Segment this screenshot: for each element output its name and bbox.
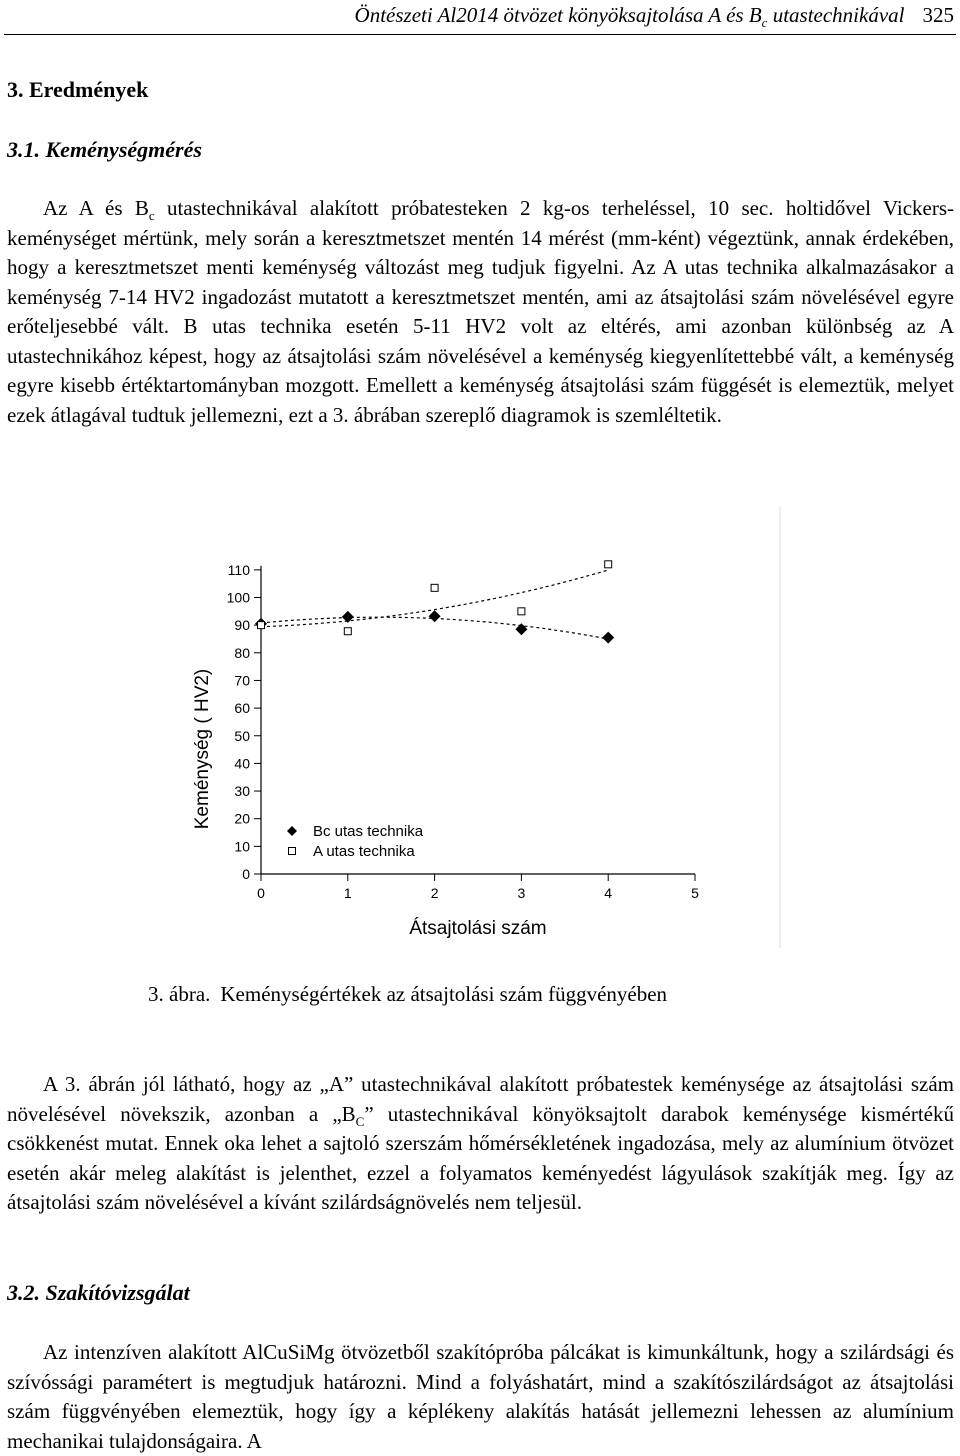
paragraph-hardness-body: utastechnikával alakított próbatesteken 2 kg-os terheléssel, 10 sec. holtidővel Vickers-keménységet mértünk, mely során a keresztmetszet mentén 14 mérést (mm-ként) végeztünk, annak érdekében, hogy a keresztmetszet menti keménység változást meg tudjuk figyelni. Az A utas technika alkalmazásakor a keménység 7-14 HV2 ingadozást mutatott a keresztmetszet mentén, ami az átsajtolási szám növelésével egyre erőteljesebbé vált. B utas technika esetén 5-11 HV2 volt az eltérés, ami azonban különbség az A utastechnikához képest, hogy az átsajtolási szám növelésével a keménység kiegyenlítettebbé vált, a keménység egyre kisebb értéktartományban mozgott. Emellett a keménység átsajtolási szám függését is elemeztük, melyet ezek átlagával tudtuk jellemezni, ezt a 3. ábrában szereplő diagramok is szemléltetik. [7, 196, 954, 427]
paragraph-hardness [7, 194, 954, 430]
bc-data-point [429, 610, 441, 622]
legend-marker-a [289, 848, 296, 855]
running-title-subscript: c [761, 15, 768, 31]
y-tick-label: 110 [227, 561, 250, 578]
a-data-point [431, 584, 438, 591]
running-title [354, 3, 954, 31]
paragraph-analysis-start: A 3. ábrán jól látható, hogy az „A” utastechnikával alakított próbatestek keménysége az átsajtolási szám növelésével növekszik, azonban a „B [7, 1072, 954, 1126]
x-tick-label: 2 [430, 885, 439, 901]
bc-data-point [602, 632, 614, 644]
figure-caption-text: Keménységértékek az átsajtolási szám függvényében [220, 982, 668, 1006]
y-axis-label: Keménység ( HV2) [192, 668, 213, 830]
x-axis-label: Átsajtolási szám [409, 918, 547, 939]
x-tick-label: 5 [691, 885, 699, 901]
y-tick-label: 30 [234, 783, 250, 800]
section-heading: 3. Eredmények [7, 77, 149, 102]
y-tick-label: 60 [234, 700, 250, 717]
paragraph-analysis-body: ” utastechnikával könyöksajtolt darabok keménysége kismértékű csökkenést mutat. Ennek oka lehet a sajtoló szerszám hőmérsékletének ingadozása, mely az alumínium ötvözet esetén akár meleg alakítást is jelenthet, ezzel a folyamatos keményedést lágyulások szakítják meg. Így az átsajtolási szám növelésével a kívánt szilárdságnövelés nem teljesül. [7, 1101, 954, 1214]
paragraph-tensile-body: Az intenzíven alakított AlCuSiMg ötvözetből szakítópróba pálcákat is kimunkáltunk, hogy a szilárdsági és szívóssági paramétert is megtudjuk határozni. Mind a folyáshatárt, mind a szakítószilárdságot az átsajtolási szám függvényében elemeztük, hogy így a képlékeny alakítás hatását jellemezni lehessen az alumínium mechanikai tulajdonságaira. A [7, 1340, 954, 1453]
subsection-heading-hardness: 3.1. Keménységmérés [7, 137, 202, 162]
paragraph-analysis [7, 1070, 954, 1218]
y-tick-label: 10 [234, 838, 250, 855]
y-tick-label: 50 [234, 727, 250, 744]
running-title-end: utastechnikával [767, 3, 905, 27]
y-tick-label: 90 [234, 617, 250, 634]
paragraph-hardness-start: Az A és B [43, 196, 149, 220]
y-tick-label: 20 [234, 810, 250, 827]
hardness-chart [140, 505, 790, 950]
legend-marker-bc [287, 826, 297, 836]
x-tick-label: 0 [257, 885, 265, 901]
paragraph-analysis-subscript: C [355, 1113, 365, 1129]
y-tick-label: 70 [234, 672, 250, 689]
y-tick-label: 0 [242, 866, 250, 882]
y-tick-label: 40 [234, 755, 250, 772]
a-data-point [344, 628, 351, 635]
paragraph-hardness-subscript: c [148, 208, 155, 224]
x-tick-label: 3 [517, 885, 526, 901]
a-data-point [258, 622, 265, 629]
page-header [0, 0, 960, 36]
page-number: 325 [922, 3, 954, 27]
a-data-point [518, 608, 525, 615]
figure-hardness-chart [140, 505, 790, 950]
legend-label: Bc utas technika [313, 823, 424, 840]
x-tick-label: 4 [604, 885, 613, 901]
subsection-heading-tensile: 3.2. Szakítóvizsgálat [7, 1280, 190, 1305]
figure-caption-number: 3. ábra. [148, 982, 211, 1006]
y-tick-label: 100 [226, 589, 250, 606]
a-data-point [605, 561, 612, 568]
x-tick-label: 1 [343, 885, 352, 901]
y-tick-label: 80 [234, 644, 250, 661]
header-rule [4, 34, 956, 35]
running-title-main: Öntészeti Al2014 ötvözet könyöksajtolása A és B [354, 3, 762, 27]
legend-label: A utas technika [313, 843, 415, 860]
bc-data-point [515, 623, 527, 635]
paragraph-tensile [7, 1338, 954, 1456]
figure-caption [148, 982, 667, 1007]
